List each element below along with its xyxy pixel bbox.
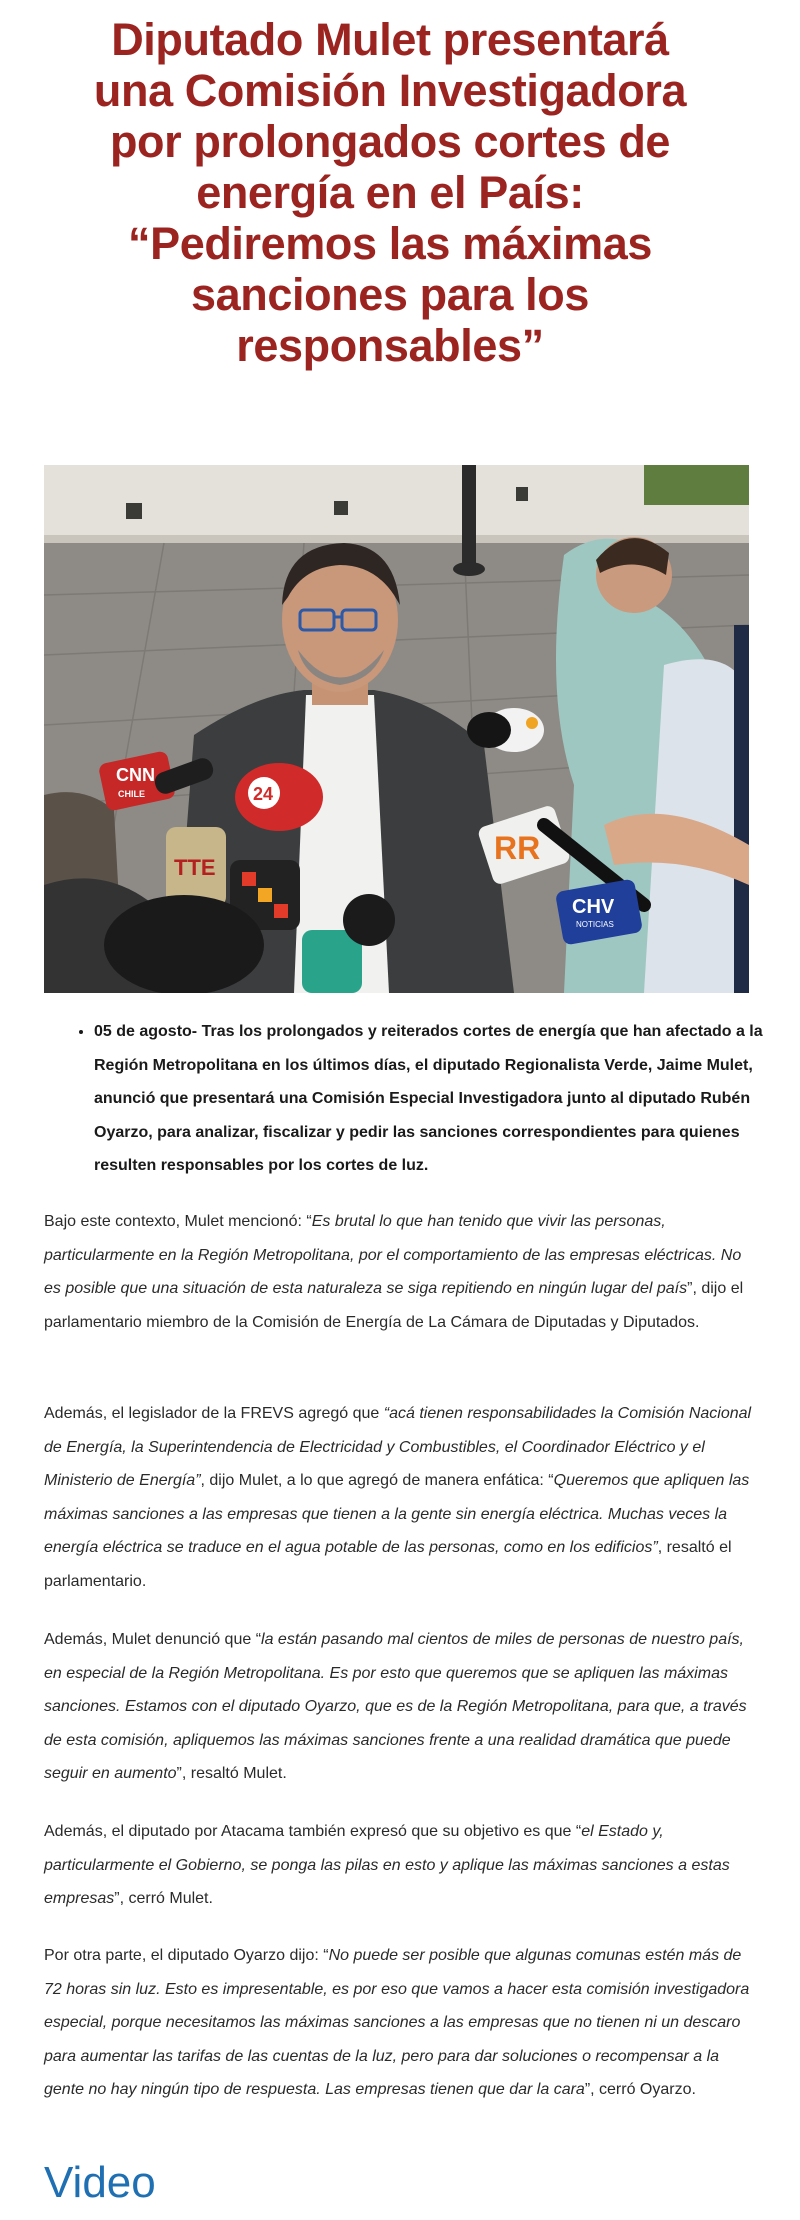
paragraph-5 [44,1939,752,2107]
mic-24horas [235,763,323,831]
article-photo [44,465,749,993]
paragraph-4-text-a: Además, el diputado por Atacama también expresó que su objetivo es que “ [44,1823,582,1840]
lead-list [68,1015,776,1183]
paragraph-1 [44,1205,752,1339]
paragraph-5-quote: No puede ser posible que algunas comunas estén más de 72 horas sin luz. Esto es impresentable, es por eso que vamos a hacer esta comisión investigadora especial, porque necesitamos las máximas sanciones a las empresas que no tienen ni un descaro para aumentar las tarifas de las cuentas de la luz, pero para dar soluciones o recompensar a la gente no hay ningún tipo de respuesta. Las empresas tienen que dar la cara [44,1947,750,2098]
paragraph-1-quote: Es brutal lo que han tenido que vivir las personas, particularmente en la Región Metropolitana, por el comportamiento de las empresas eléctricas. No es posible que una situación de esta naturaleza se siga repitiendo en ningún lugar del país [44,1213,742,1297]
rr-logo-text: RR [494,830,541,866]
paragraph-1-text-a: Bajo este contexto, Mulet mencionó: “ [44,1213,312,1230]
paragraph-3-text-b: ”, resaltó Mulet. [176,1765,287,1782]
paragraph-2 [44,1397,752,1598]
paragraph-1-text-b: ”, dijo el parlamentario miembro de la Comisión de Energía de La Cámara de Diputadas y Diputados. [44,1280,744,1331]
chv-logo-subtext: NOTICIAS [576,920,614,929]
paragraph-3 [44,1623,752,1791]
paragraph-5-text-b: ”, cerró Oyarzo. [584,2081,696,2098]
cnn-logo-text: CNN [116,765,155,785]
paragraph-4-quote: el Estado y, particularmente el Gobierno, se ponga las pilas en esto y aplique las máximas sanciones a estas empresas [44,1823,730,1907]
lead-paragraph: • 05 de agosto- Tras los prolongados y reiterados cortes de energía que han afectado a la Región Metropolitana en los últimos días, el diputado Regionalista Verde, Jaime Mulet, anunció que presentará una Comisión Especial Investigadora junto al diputado Rubén Oyarzo, para analizar, fiscalizar y pedir las sanciones correspondientes para quienes resulten responsables por los cortes de luz. [94,1015,776,1183]
ch24-logo-text: 24 [253,784,274,804]
tte-logo-text: TTE [174,855,216,880]
press-scrum-image [44,465,749,993]
paragraph-5-text-a: Por otra parte, el diputado Oyarzo dijo: “ [44,1947,329,1964]
mic-tte [166,827,226,907]
chv-logo-text: CHV [572,896,615,918]
article-title: Diputado Mulet presentará una Comisión Investigadora por prolongados cortes de energía en el País: “Pediremos las máximas sanciones para los responsables” [93,14,687,371]
paragraph-4-text-b: ”, cerró Mulet. [114,1890,213,1907]
paragraph-2-text-a: Además, el legislador de la FREVS agregó que [44,1405,384,1422]
mic-black-top [467,708,544,752]
paragraph-2-quote-2: Queremos que apliquen las máximas sanciones a las empresas que tienen a la gente sin energía eléctrica. Muchas veces la energía eléctrica se traduce en el agua potable de las personas, como en los edificios” [44,1472,750,1556]
paragraph-3-quote: la están pasando mal cientos de miles de personas de nuestro país, en especial de la Región Metropolitana. Es por esto que queremos que se apliquen las máximas sanciones. Estamos con el diputado Oyarzo, que es de la Región Metropolitana, para que, a través de esta comisión, apliquemos las máximas sanciones frente a una realidad dramática que puede seguir en aumento [44,1631,747,1782]
paragraph-2-quote-1: “acá tienen responsabilidades la Comisión Nacional de Energía, la Superintendencia de Electricidad y Combustibles, el Coordinador Eléctrico y el Ministerio de Energía” [44,1405,752,1489]
cnn-logo-subtext: CHILE [118,789,145,799]
paragraph-2-text-b: , dijo Mulet, a lo que agregó de manera enfática: “ [200,1472,554,1489]
video-section-heading: Video [44,2158,156,2207]
paragraph-4 [44,1815,752,1916]
paragraph-2-text-c: , resaltó el parlamentario. [44,1539,732,1590]
paragraph-3-text-a: Además, Mulet denunció que “ [44,1631,262,1648]
